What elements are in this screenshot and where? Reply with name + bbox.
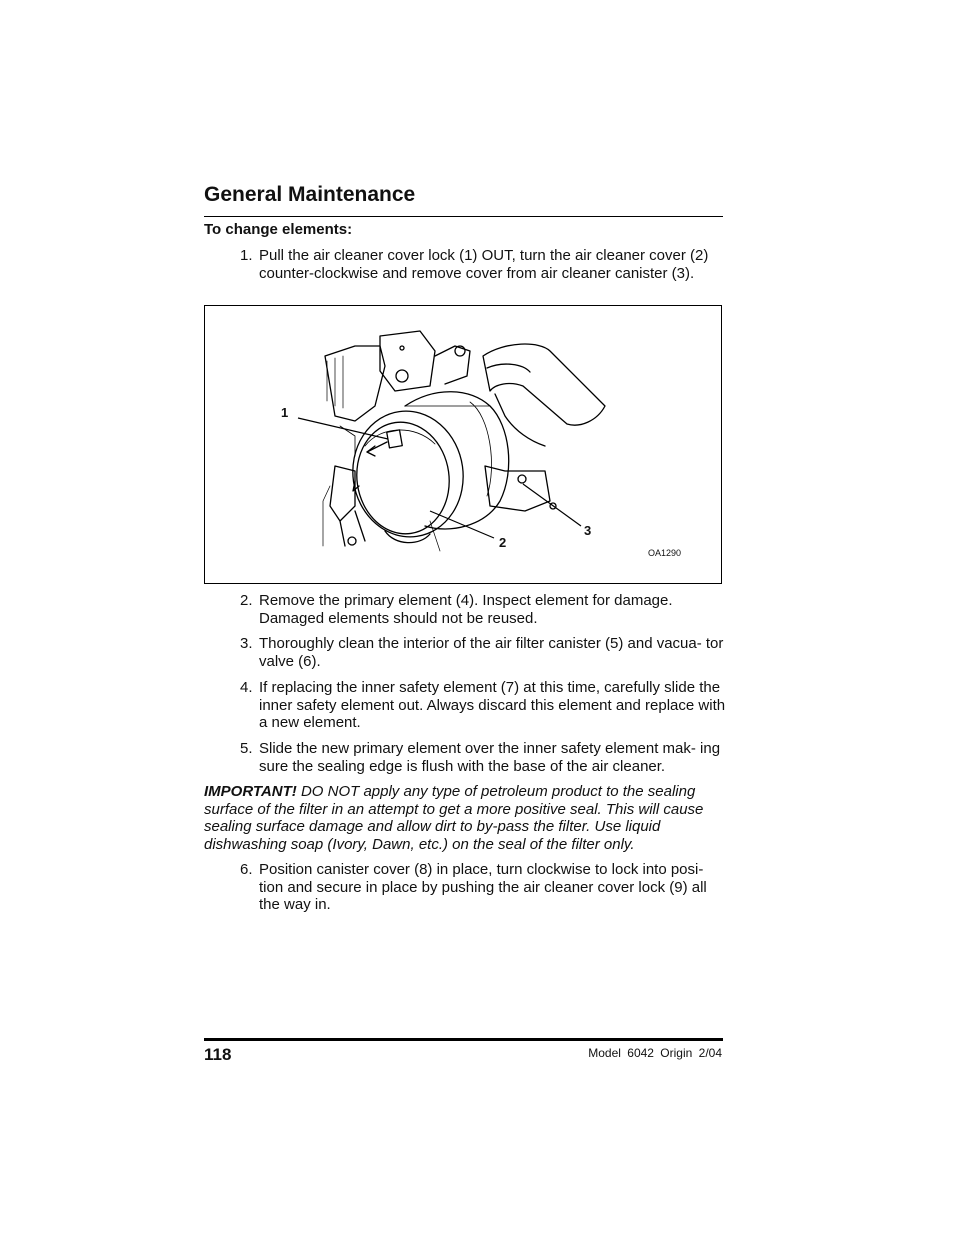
section-subheading: To change elements: bbox=[204, 221, 353, 238]
title-rule bbox=[204, 216, 723, 217]
air-cleaner-figure bbox=[204, 305, 722, 584]
step-1 bbox=[240, 247, 726, 282]
important-text: DO NOT apply any type of petroleum product to the sealing surface of the filter in an attempt to get a more positive seal. This will cause sealing surface damage and allow dirt to by-pass the filter. Use liquid dishwashing soap (Ivory, Dawn, etc.) on the seal of the filter only. bbox=[204, 783, 704, 853]
step-text: Thoroughly clean the interior of the air filter canister (5) and vacua- tor valve (6). bbox=[259, 635, 724, 670]
important-note bbox=[204, 783, 726, 853]
callout-2: 2 bbox=[499, 535, 507, 550]
step-4 bbox=[240, 679, 726, 732]
model-origin-text: Model 6042 Origin 2/04 bbox=[588, 1046, 722, 1060]
step-5 bbox=[240, 740, 726, 775]
step-text: Slide the new primary element over the inner safety element mak- ing sure the sealing edge is flush with the base of the air cleaner. bbox=[259, 740, 721, 775]
step-6 bbox=[240, 861, 726, 914]
step-number: 2. bbox=[240, 592, 253, 609]
page-number: 118 bbox=[204, 1045, 232, 1064]
air-cleaner-illustration bbox=[205, 306, 721, 583]
important-label: IMPORTANT! bbox=[204, 783, 297, 800]
step-3 bbox=[240, 635, 726, 670]
step-number: 4. bbox=[240, 679, 253, 696]
footer-rule bbox=[204, 1038, 723, 1041]
step-text: If replacing the inner safety element (7) at this time, carefully slide the inner safety element out. Always discard this element and replace with a new element. bbox=[259, 679, 726, 731]
step-number: 3. bbox=[240, 635, 253, 652]
callout-1: 1 bbox=[281, 405, 289, 420]
step-text: Pull the air cleaner cover lock (1) OUT, turn the air cleaner cover (2) counter-clockwise and remove cover from air cleaner canister (3). bbox=[259, 247, 709, 282]
step-number: 5. bbox=[240, 740, 253, 757]
page-title: General Maintenance bbox=[204, 183, 416, 206]
figure-code: OA1290 bbox=[648, 548, 682, 558]
step-number: 1. bbox=[240, 247, 253, 264]
step-text: Position canister cover (8) in place, turn clockwise to lock into posi- tion and secure in place by pushing the air cleaner cover lock (9) all the way in. bbox=[259, 861, 707, 913]
callout-3: 3 bbox=[584, 523, 592, 538]
step-text: Remove the primary element (4). Inspect element for damage. Damaged elements should not be reused. bbox=[259, 592, 673, 627]
step-2 bbox=[240, 592, 726, 627]
step-number: 6. bbox=[240, 861, 253, 878]
